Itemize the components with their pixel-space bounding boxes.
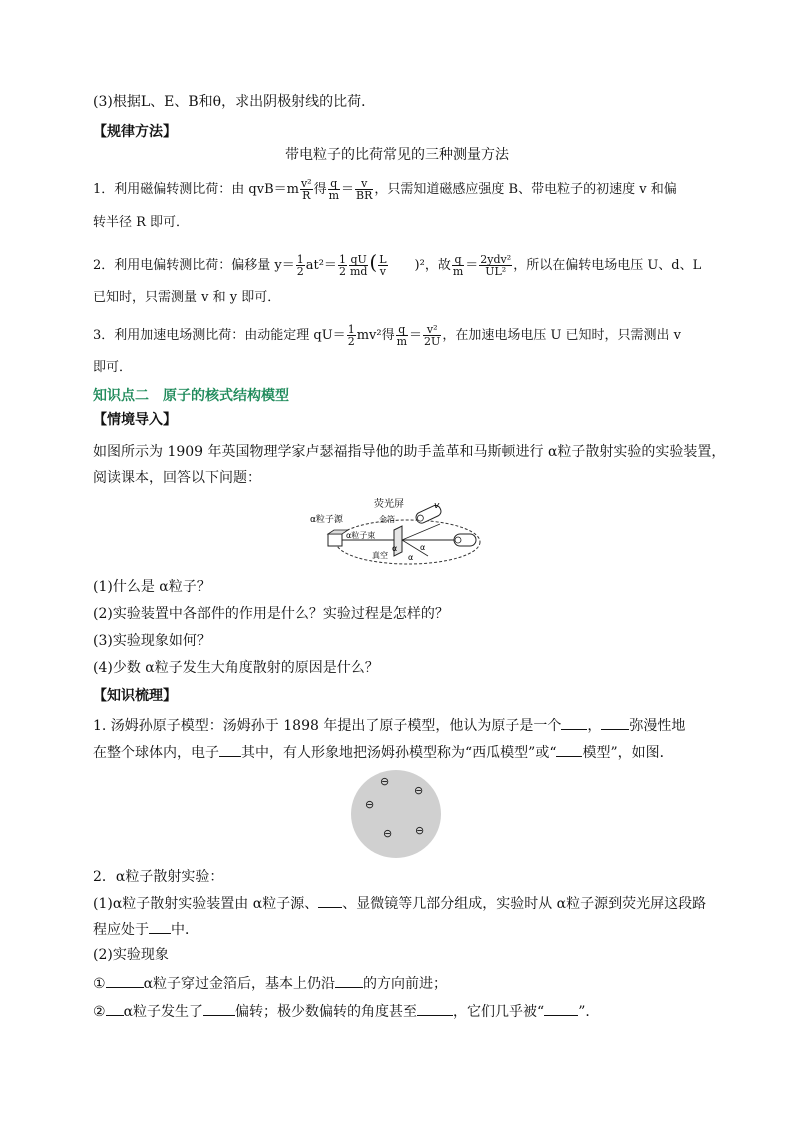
blank[interactable]	[417, 1001, 453, 1016]
electron-icon: ⊖	[415, 824, 425, 837]
electron-icon: ⊖	[383, 827, 393, 840]
method-2-line-1: 2．利用电偏转测比荷：偏移量 y＝ $\frac{1}{2}$ at²＝ $\frac{1}{2}$ $\frac{qU}{md}$ ( $\frac{L}{v}$ )²，故 $\frac{q}{m}$ ＝ $\frac{\text{2ydv²}}{\text{UL²}}$ ，所以在偏转电场电压 U、d、L	[93, 250, 702, 278]
knowledge-point-2-title: 知识点二 原子的核式结构模型	[93, 388, 289, 404]
method-3-line-1: 3．利用加速电场测比荷：由动能定理 qU＝ $\frac{1}{2}$ mv²得 $\frac{q}{m}$ ＝ $\frac{\text{v²}}{2U}$ ，在加速电场电压 U 已知时，只需测出 v	[93, 323, 682, 348]
label-fluorescent-screen: 荧光屏	[374, 499, 404, 510]
label-alpha-2: α	[408, 553, 414, 562]
label-alpha-1: α	[392, 544, 398, 553]
blank[interactable]	[106, 1001, 124, 1016]
fraction: $\frac{\text{2ydv²}}{\text{UL²}}$	[480, 253, 512, 278]
method-1-line-2: 转半径 R 即可．	[93, 215, 190, 230]
label-alpha-source: α粒子源	[310, 515, 343, 525]
blank[interactable]	[149, 919, 171, 934]
fraction: $\frac{1}{2}$	[347, 323, 355, 348]
blank[interactable]	[318, 893, 342, 908]
electron-icon: ⊖	[365, 798, 375, 811]
fraction: $\frac{\text{v²}}{R}$	[300, 177, 312, 202]
question-3: (3)根据L、E、B和θ，求出阴极射线的比荷．	[93, 94, 376, 110]
label-vacuum: 真空	[372, 551, 388, 560]
method-title: 带电粒子的比荷常见的三种测量方法	[285, 147, 509, 163]
method-1-line-1: 1．利用磁偏转测比荷：由 qvB＝m $\frac{\text{v²}}{R}$ 得 $\frac{q}{m}$ ＝ $\frac{v}{BR}$ ，只需知道磁感应强度 B、带电粒子的初速度 v 和偏	[93, 177, 677, 202]
method-heading: 【规律方法】	[93, 124, 177, 140]
knowledge-2-2: (2)实验现象	[93, 947, 169, 963]
knowledge-heading: 【知识梳理】	[93, 688, 177, 704]
scattering-apparatus-figure	[308, 494, 484, 572]
blank[interactable]	[601, 715, 629, 730]
fraction: $\frac{q}{m}$	[452, 253, 464, 278]
knowledge-1-line-1: 1. 汤姆孙原子模型：汤姆孙于 1898 年提出了原子模型，他认为原子是一个 ， 弥漫性地	[93, 715, 685, 736]
knowledge-1-line-2: 在整个球体内，电子 其中，有人形象地把汤姆孙模型称为“西瓜模型”或“ 模型”，如图．	[93, 742, 674, 763]
alpha-source-box	[328, 534, 342, 546]
fraction: $\frac{1}{2}$	[296, 253, 304, 278]
fraction: $\frac{1}{2}$	[338, 253, 346, 278]
blank[interactable]	[203, 1001, 235, 1016]
knowledge-2-1-line-2: 程应处于 中．	[93, 919, 199, 940]
electron-icon: ⊖	[414, 784, 424, 797]
blank[interactable]	[106, 973, 144, 988]
knowledge-2-phenomenon-2: ② α粒子发生了 偏转；极少数偏转的角度甚至 ，它们几乎被“ ”．	[93, 1001, 599, 1022]
question-3-scatter: (3)实验现象如何？	[93, 633, 211, 649]
label-alpha-3: α	[420, 543, 426, 552]
fraction: $\frac{\text{v²}}{2U}$	[424, 323, 441, 348]
blank[interactable]	[544, 1001, 578, 1016]
question-2: (2)实验装置中各部件的作用是什么？实验过程是怎样的？	[93, 606, 449, 622]
fraction: $\frac{q}{m}$	[328, 177, 340, 202]
label-gold-foil: 金箔	[379, 515, 395, 524]
electron-icon: ⊖	[380, 775, 390, 788]
blank[interactable]	[335, 973, 363, 988]
knowledge-2-1-line-1: (1)α粒子散射实验装置由 α粒子源、 、显微镜等几部分组成，实验时从 α粒子源到荧光屏这段路	[93, 893, 706, 914]
question-4: (4)少数 α粒子发生大角度散射的原因是什么？	[93, 660, 379, 676]
question-1: (1)什么是 α粒子？	[93, 579, 211, 595]
method-3-line-2: 即可．	[93, 360, 133, 375]
scene-line-2: 阅读课本，回答以下问题：	[93, 470, 261, 486]
microscope-bottom	[454, 534, 476, 546]
thomson-model-sphere	[351, 770, 441, 858]
blank[interactable]	[556, 742, 582, 757]
knowledge-2-title: 2．α粒子散射实验：	[93, 869, 224, 885]
blank[interactable]	[561, 715, 587, 730]
label-v: v	[434, 501, 440, 511]
scene-line-1: 如图所示为 1909 年英国物理学家卢瑟福指导他的助手盖革和马斯顿进行 α粒子散射实验的实验装置，	[93, 444, 726, 460]
fraction: $\frac{qU}{md}$	[349, 253, 368, 278]
fraction: $\frac{q}{m}$	[396, 323, 408, 348]
method-2-line-2: 已知时，只需测量 v 和 y 即可．	[93, 290, 281, 305]
blank[interactable]	[219, 742, 241, 757]
fraction: $\frac{L}{v}$	[379, 253, 387, 278]
fraction: $\frac{v}{BR}$	[356, 177, 373, 202]
knowledge-2-phenomenon-1: ① α粒子穿过金箔后，基本上仍沿 的方向前进；	[93, 973, 447, 994]
label-alpha-beam: α粒子束	[346, 531, 376, 540]
scene-heading: 【情境导入】	[93, 412, 177, 428]
